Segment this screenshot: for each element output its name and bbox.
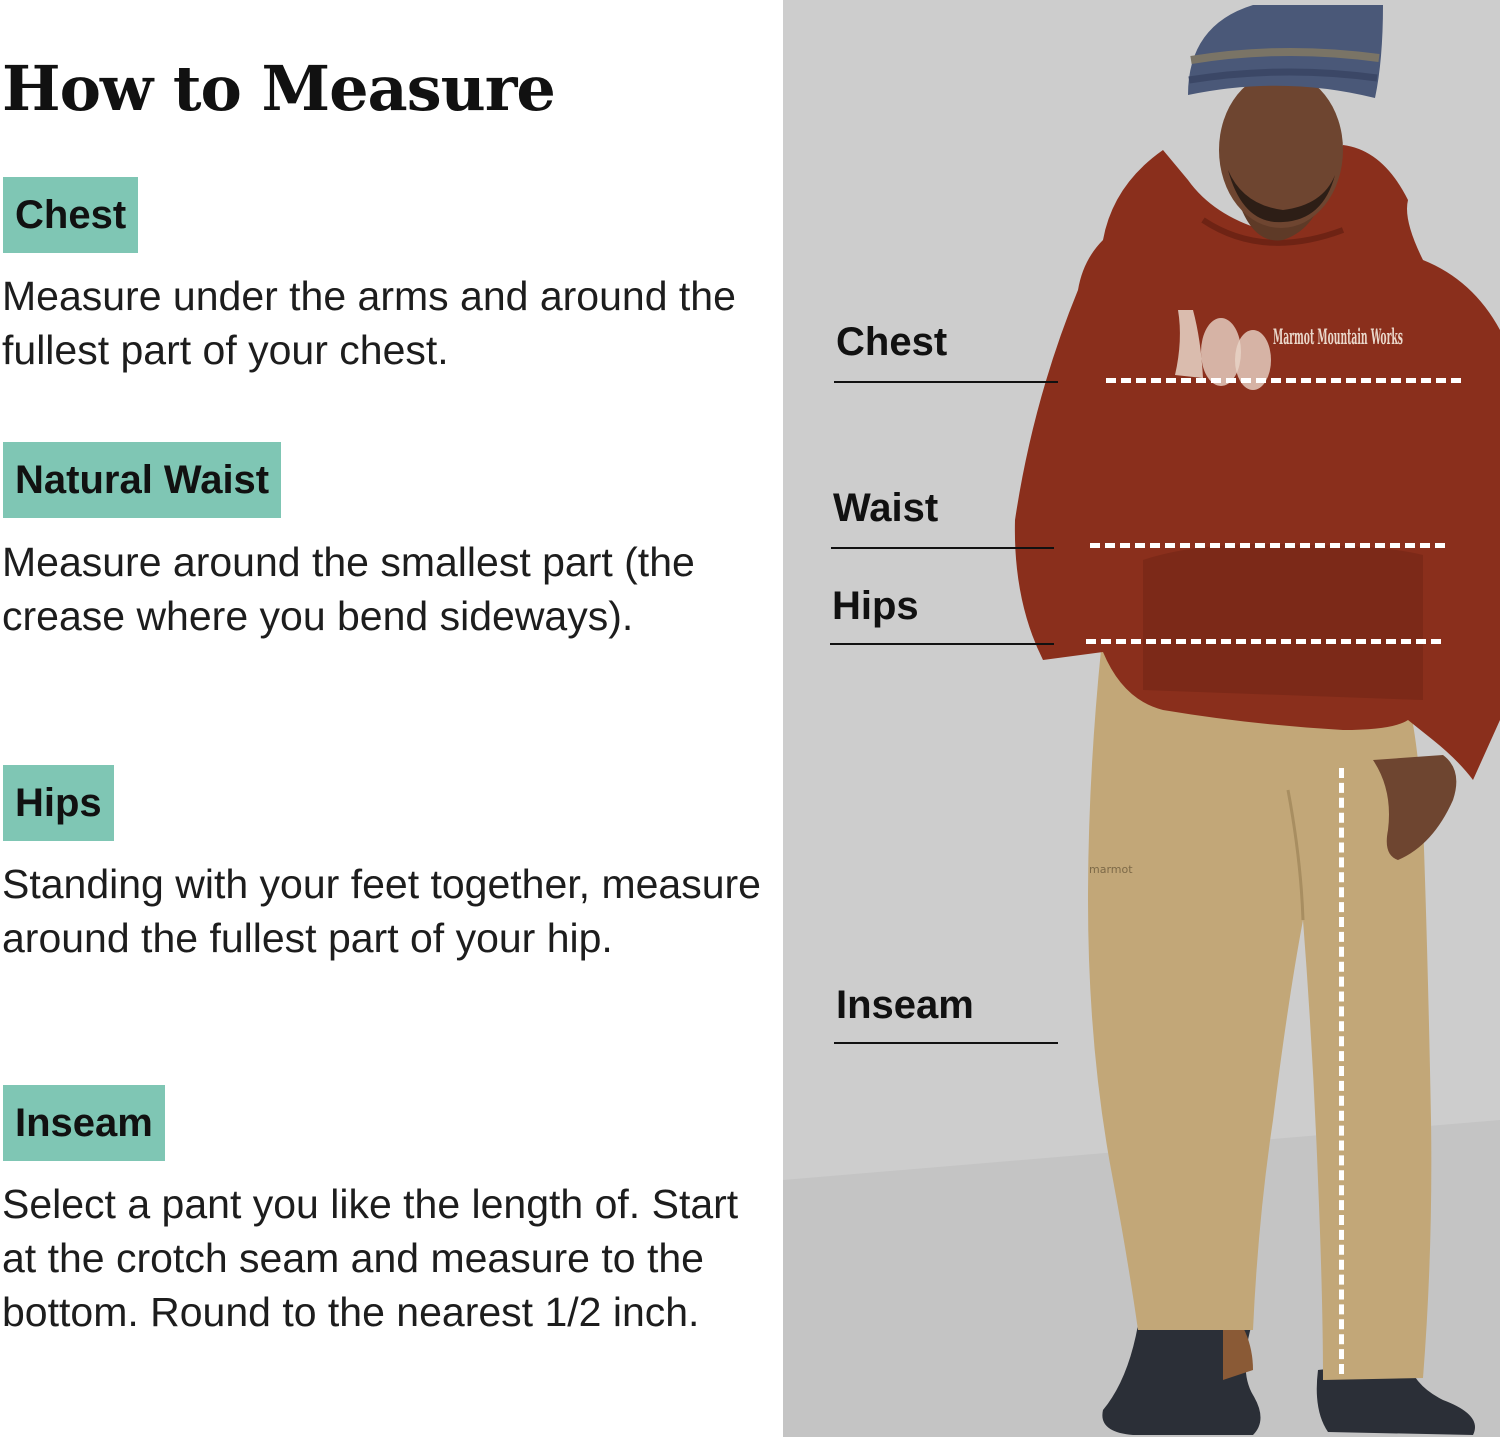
hips-dashed-line — [1086, 639, 1441, 644]
hips-label: Hips — [3, 765, 114, 841]
chest-description: Measure under the arms and around the fullest part of your chest. — [2, 273, 736, 373]
chest-label: Chest — [3, 177, 138, 253]
face — [1219, 72, 1343, 228]
waist-description: Measure around the smallest part (the crease where you bend sideways). — [2, 539, 695, 639]
hoodie-pocket — [1143, 544, 1423, 700]
waist-dashed-line — [1090, 543, 1445, 548]
hoodie-print-text: Marmot Mountain Works — [1273, 324, 1403, 349]
inseam-description: Select a pant you like the length of. Start at the crotch seam and measure to the bottom. Round to the nearest 1/2 inch. — [2, 1181, 739, 1335]
waist-marker-label: Waist — [831, 486, 1054, 549]
hips-description: Standing with your feet together, measure around the fullest part of your hip. — [2, 861, 761, 961]
inseam-marker-label: Inseam — [834, 983, 1058, 1044]
model-photo-panel — [783, 0, 1500, 1437]
chest-dashed-line — [1106, 378, 1461, 383]
hips-marker-label: Hips — [830, 584, 1054, 645]
model-photo — [783, 0, 1500, 1437]
pants-logo: marmot — [1089, 863, 1133, 876]
page-title: How to Measure — [2, 52, 555, 125]
inseam-label: Inseam — [3, 1085, 165, 1161]
inseam-dashed-line — [1339, 768, 1344, 1374]
chest-marker-label: Chest — [834, 320, 1058, 383]
waist-label: Natural Waist — [3, 442, 281, 518]
